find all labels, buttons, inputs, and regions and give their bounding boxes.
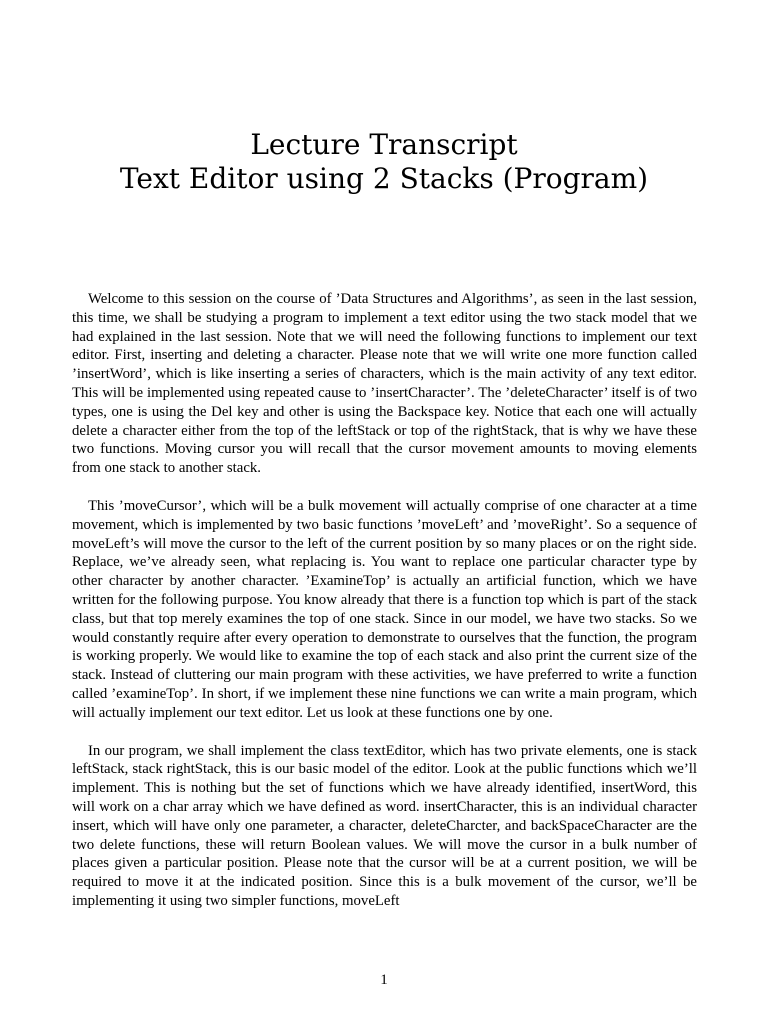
body-text bbox=[72, 290, 697, 930]
title-block bbox=[0, 128, 768, 196]
page-number: 1 bbox=[380, 972, 388, 988]
page-subtitle: Text Editor using 2 Stacks (Program) bbox=[119, 162, 649, 195]
paragraph: This ’moveCursor’, which will be a bulk movement will actually comprise of one character at a time movement, which is implemented by two basic functions ’moveLeft’ and ’moveRight’. So a sequence of moveLeft’s will move the cursor to the left of the current position by so many places or on the right side. Replace, we’ve already seen, what replacing is. You want to replace one particular character type by other character by another character. ’ExamineTop’ is actually an artificial function, which we have written for the following purpose. You know already that there is a function top which is part of the stack class, but that top merely examines the top of one stack. Since in our model, we have two stacks. So we would constantly require after every operation to demonstrate to ourselves that the function, the program is working properly. We would like to examine the top of each stack and also print the current size of the stack. Instead of cluttering our main program with these activities, we have preferred to write a function called ’examineTop’. In short, if we implement these nine functions we can write a main program, which will actually implement our text editor. Let us look at these functions one by one. bbox=[72, 497, 697, 721]
paragraph: In our program, we shall implement the class textEditor, which has two private elements, one is stack leftStack, stack rightStack, this is our basic model of the editor. Look at the public functions which we’ll implement. This is nothing but the set of functions which we have already identified, insertWord, this will work on a char array which we have defined as word. insertCharacter, this is an individual character insert, which will have only one parameter, a character, deleteCharcter, and backSpaceCharacter are the two delete functions, these will return Boolean values. We will move the cursor in a bulk number of places given a particular position. Please note that the cursor will be at a current position, we will be required to move it at the indicated position. Since this is a bulk movement of the cursor, we’ll be implementing it using two simpler functions, moveLeft bbox=[72, 742, 697, 909]
paragraph: Welcome to this session on the course of ’Data Structures and Algorithms’, as seen in the last session, this time, we shall be studying a program to implement a text editor using the two stack model that we had explained in the last session. Note that we will need the following functions to implement our text editor. First, inserting and deleting a character. Please note that we will write one more function called ’insertWord’, which is like inserting a series of characters, which is the main activity of any text editor. This will be implemented using repeated cause to ’insertCharacter’. The ’deleteCharacter’ itself is of two types, one is using the Del key and other is using the Backspace key. Notice that each one will actually delete a character either from the top of the leftStack or top of the rightStack, that is why we have these two functions. Moving cursor you will recall that the cursor movement amounts to moving elements from one stack to another stack. bbox=[72, 291, 697, 477]
page-title: Lecture Transcript bbox=[250, 128, 518, 161]
